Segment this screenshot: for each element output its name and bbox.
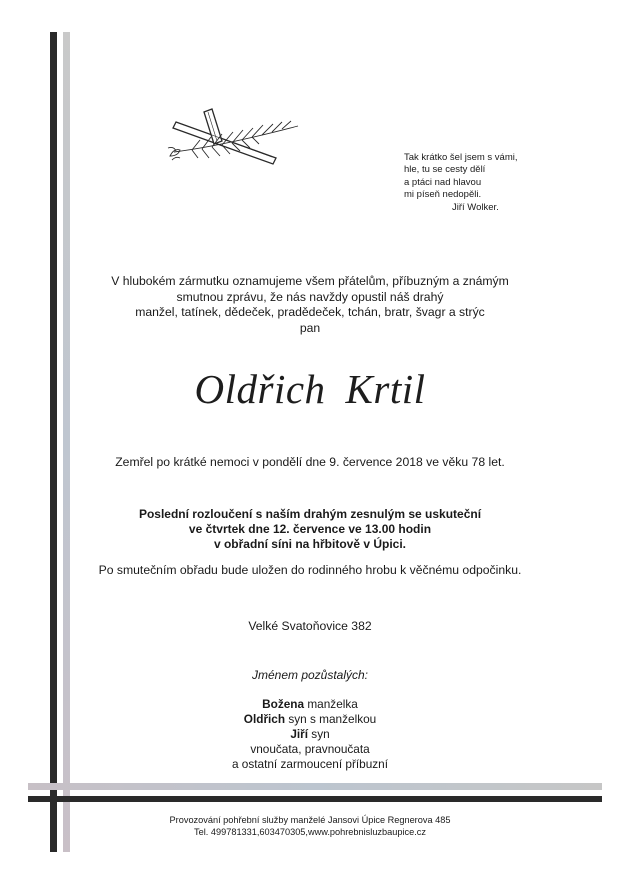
bottom-horizontal-bar-dark <box>28 796 602 802</box>
poem-line: a ptáci nad hlavou <box>404 176 482 188</box>
family-member-relation: vnoučata, pravnoučata <box>250 741 370 756</box>
poem-line: mi píseň nedopěli. <box>404 189 482 201</box>
deceased-last-name: Krtil <box>345 366 426 412</box>
announcement-line: pan <box>299 320 321 335</box>
burial-notice: Po smutečním obřadu bude uložen do rodinného hrobu k věčnému odpočinku. <box>98 563 522 577</box>
funeral-line: Poslední rozloučení s naším drahým zesnulým se uskuteční <box>138 507 482 521</box>
family-member <box>0 727 620 742</box>
family-list <box>0 697 620 772</box>
family-member-name: Oldřich <box>243 711 286 726</box>
death-notice: Zemřel po krátké nemoci v pondělí dne 9. července 2018 ve věku 78 let. <box>115 455 505 469</box>
announcement-line: smutnou zprávu, že nás navždy opustil náš drahý <box>176 289 444 304</box>
family-member <box>0 757 620 772</box>
footer-line-contact: Tel. 499781331,603470305,www.pohrebnisluzbaupice.cz <box>194 826 426 837</box>
deceased-name <box>0 365 620 413</box>
family-member <box>0 712 620 727</box>
family-member-relation: a ostatní zarmoucení příbuzní <box>231 756 389 771</box>
announcement-line: manžel, tatínek, dědeček, pradědeček, tchán, bratr, švagr a strýc <box>135 305 485 320</box>
on-behalf-label: Jménem pozůstalých: <box>251 668 369 682</box>
funeral-line: ve čtvrtek dne 12. července ve 13.00 hodin <box>188 522 432 536</box>
family-member-name: Božena <box>262 697 305 711</box>
family-member-relation: manželka <box>304 697 358 711</box>
bottom-horizontal-bar-gray <box>28 783 602 790</box>
poem-quote <box>404 152 534 214</box>
family-member <box>0 742 620 757</box>
family-member-relation: syn <box>308 726 330 741</box>
poem-line: hle, tu se cesty dělí <box>404 164 486 176</box>
announcement-text <box>0 274 620 336</box>
funeral-info <box>0 507 620 552</box>
family-member-relation: syn s manželkou <box>285 711 377 726</box>
footer-funeral-service <box>0 815 620 839</box>
deceased-first-name: Oldřich <box>194 366 326 412</box>
family-member <box>0 697 620 712</box>
announcement-line: V hlubokém zármutku oznamujeme všem přátelům, příbuzným a známým <box>111 274 509 288</box>
funeral-line: v obřadní síni na hřbitově v Úpici. <box>213 537 407 551</box>
poem-line: Tak krátko šel jsem s vámi, <box>404 152 518 163</box>
footer-line-company: Provozování pohřební služby manželé Jansovi Úpice Regnerova 485 <box>169 815 451 825</box>
address: Velké Svatoňovice 382 <box>248 619 372 633</box>
family-member-name: Jiří <box>290 726 309 741</box>
cross-with-palm-branch-icon <box>162 108 304 168</box>
poem-author: Jiří Wolker. <box>452 201 499 213</box>
